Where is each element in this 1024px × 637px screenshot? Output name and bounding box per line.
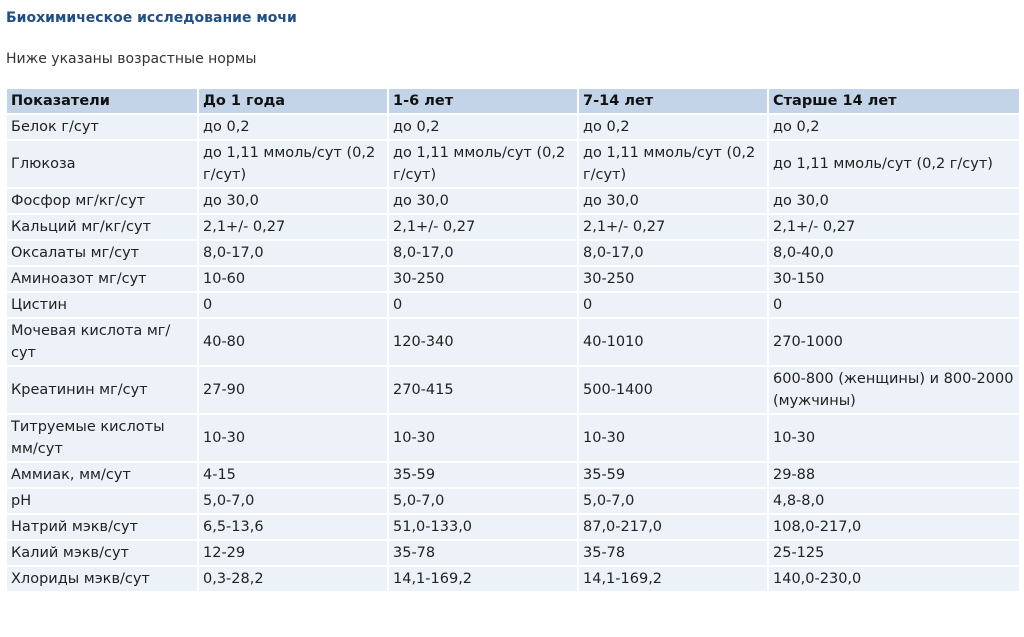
table-cell: 10-30	[769, 415, 1019, 461]
table-cell: 10-60	[199, 267, 387, 291]
table-cell: 30-150	[769, 267, 1019, 291]
table-row	[7, 241, 1019, 265]
table-cell: до 30,0	[389, 189, 577, 213]
table-cell: 6,5-13,6	[199, 515, 387, 539]
table-cell: до 30,0	[769, 189, 1019, 213]
column-header-under-1-year: До 1 года	[199, 89, 387, 113]
table-cell: 4,8-8,0	[769, 489, 1019, 513]
page-subtitle: Ниже указаны возрастные нормы	[6, 51, 257, 67]
row-label: Оксалаты мг/сут	[7, 241, 197, 265]
table-cell: 10-30	[579, 415, 767, 461]
table-cell: 0	[769, 293, 1019, 317]
table-cell: 35-59	[389, 463, 577, 487]
table-header-row	[7, 89, 1019, 113]
table-cell: 2,1+/- 0,27	[199, 215, 387, 239]
table-row	[7, 319, 1019, 365]
table-cell: 2,1+/- 0,27	[389, 215, 577, 239]
table-cell: 5,0-7,0	[579, 489, 767, 513]
table-cell: 35-78	[579, 541, 767, 565]
table-cell: 108,0-217,0	[769, 515, 1019, 539]
table-body	[7, 115, 1019, 591]
table-cell: 12-29	[199, 541, 387, 565]
table-cell: 2,1+/- 0,27	[769, 215, 1019, 239]
row-label: Хлориды мэкв/сут	[7, 567, 197, 591]
table-cell: до 1,11 ммоль/сут (0,2 г/сут)	[579, 141, 767, 187]
table-row	[7, 215, 1019, 239]
row-label: Мочевая кислота мг/сут	[7, 319, 197, 365]
row-label: Креатинин мг/сут	[7, 367, 197, 413]
row-label: Кальций мг/кг/сут	[7, 215, 197, 239]
table-cell: 51,0-133,0	[389, 515, 577, 539]
row-label: Аммиак, мм/сут	[7, 463, 197, 487]
table-cell: 30-250	[389, 267, 577, 291]
table-cell: 8,0-17,0	[199, 241, 387, 265]
row-label: Натрий мэкв/сут	[7, 515, 197, 539]
column-header-7-14-years: 7-14 лет	[579, 89, 767, 113]
table-cell: 14,1-169,2	[579, 567, 767, 591]
table-cell: до 1,11 ммоль/сут (0,2 г/сут)	[769, 141, 1019, 187]
table-cell: до 0,2	[769, 115, 1019, 139]
table-cell: до 30,0	[199, 189, 387, 213]
table-row	[7, 463, 1019, 487]
table-cell: до 0,2	[199, 115, 387, 139]
table-cell: 30-250	[579, 267, 767, 291]
table-header	[7, 89, 1019, 113]
page-title: Биохимическое исследование мочи	[6, 10, 297, 26]
table-cell: до 30,0	[579, 189, 767, 213]
table-cell: 270-1000	[769, 319, 1019, 365]
table-cell: до 1,11 ммоль/сут (0,2 г/сут)	[199, 141, 387, 187]
table-row	[7, 541, 1019, 565]
table-cell: 0	[389, 293, 577, 317]
table-row	[7, 189, 1019, 213]
column-header-over-14-years: Старше 14 лет	[769, 89, 1019, 113]
table-row	[7, 141, 1019, 187]
column-header-indicator: Показатели	[7, 89, 197, 113]
table-row	[7, 267, 1019, 291]
table-row	[7, 367, 1019, 413]
row-label: Глюкоза	[7, 141, 197, 187]
urine-norms-table	[5, 87, 1021, 593]
table-cell: 0	[199, 293, 387, 317]
table-row	[7, 489, 1019, 513]
table-cell: 40-80	[199, 319, 387, 365]
row-label: Цистин	[7, 293, 197, 317]
table-cell: до 0,2	[579, 115, 767, 139]
table-cell: 4-15	[199, 463, 387, 487]
table-cell: 0	[579, 293, 767, 317]
row-label: Калий мэкв/сут	[7, 541, 197, 565]
table-row	[7, 515, 1019, 539]
table-cell: 5,0-7,0	[389, 489, 577, 513]
table-row	[7, 567, 1019, 591]
row-label: Белок г/сут	[7, 115, 197, 139]
table-cell: до 0,2	[389, 115, 577, 139]
table-cell: 14,1-169,2	[389, 567, 577, 591]
table-cell: 270-415	[389, 367, 577, 413]
table-cell: 35-59	[579, 463, 767, 487]
column-header-1-6-years: 1-6 лет	[389, 89, 577, 113]
table-cell: до 1,11 ммоль/сут (0,2 г/сут)	[389, 141, 577, 187]
row-label: Фосфор мг/кг/сут	[7, 189, 197, 213]
table-cell: 10-30	[199, 415, 387, 461]
table-cell: 27-90	[199, 367, 387, 413]
table-cell: 10-30	[389, 415, 577, 461]
table-cell: 2,1+/- 0,27	[579, 215, 767, 239]
table-cell: 8,0-40,0	[769, 241, 1019, 265]
row-label: Аминоазот мг/сут	[7, 267, 197, 291]
table-cell: 87,0-217,0	[579, 515, 767, 539]
table-cell: 29-88	[769, 463, 1019, 487]
row-label: Титруемые кислоты мм/сут	[7, 415, 197, 461]
row-label: pH	[7, 489, 197, 513]
table-cell: 25-125	[769, 541, 1019, 565]
table-row	[7, 293, 1019, 317]
table-cell: 8,0-17,0	[579, 241, 767, 265]
table-cell: 8,0-17,0	[389, 241, 577, 265]
table-cell: 500-1400	[579, 367, 767, 413]
table-cell: 40-1010	[579, 319, 767, 365]
table-cell: 0,3-28,2	[199, 567, 387, 591]
table-cell: 35-78	[389, 541, 577, 565]
table-cell: 140,0-230,0	[769, 567, 1019, 591]
table-cell: 120-340	[389, 319, 577, 365]
table-cell: 5,0-7,0	[199, 489, 387, 513]
table-row	[7, 415, 1019, 461]
table-cell: 600-800 (женщины) и 800-2000 (мужчины)	[769, 367, 1019, 413]
table-row	[7, 115, 1019, 139]
